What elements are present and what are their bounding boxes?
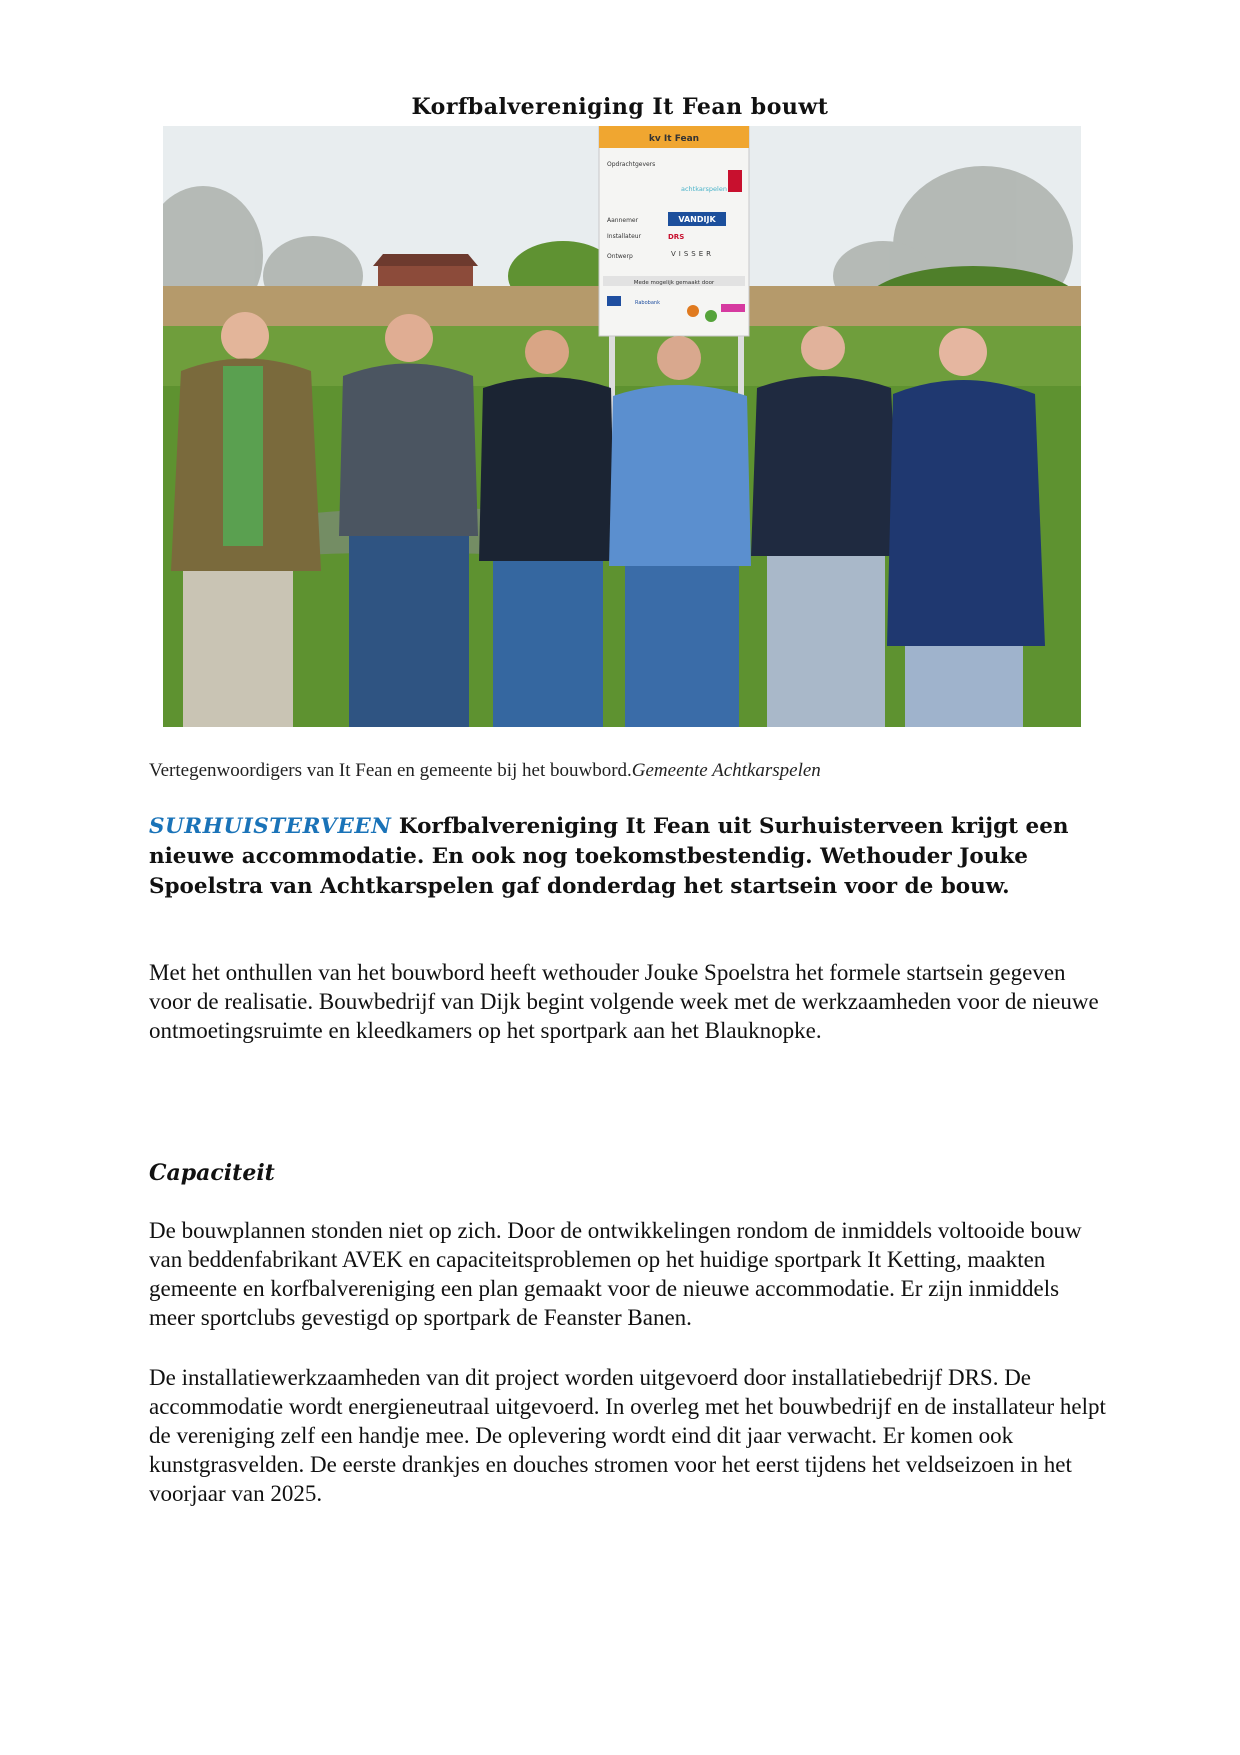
paragraph-1: Met het onthullen van het bouwbord heeft wethouder Jouke Spoelstra het formele startsein gegeven voor de realisatie. Bouwbedrijf van Dijk begint volgende week met de werkzaamheden voor de nieuwe ontmoetingsruimte en kleedkamers op het sportpark aan het Blauknopke. — [149, 960, 1099, 1043]
sign-drs: DRS — [668, 233, 685, 241]
construction-sign — [599, 126, 749, 336]
photo-caption — [149, 760, 1109, 782]
sign-title: kv It Fean — [648, 134, 700, 144]
subheading: Capaciteit — [149, 1160, 275, 1186]
sign-rabobank: Rabobank — [635, 300, 660, 306]
person-5 — [751, 326, 899, 727]
sign-installateur: Installateur — [607, 233, 642, 240]
person-4 — [609, 336, 751, 727]
sign-ontwerp: Ontwerp — [607, 253, 633, 260]
sign-achtkarspelen: achtkarspelen — [681, 185, 727, 193]
sign-aannemer: Aannemer — [607, 217, 639, 224]
caption-credit: Gemeente Achtkarspelen — [631, 760, 821, 781]
sign-visser: VISSER — [671, 250, 715, 258]
sign-vandijk: VANDIJK — [678, 215, 716, 224]
sign-opdrachtgevers: Opdrachtgevers — [607, 161, 656, 168]
lead-text: Korfbalvereniging It Fean uit Surhuisterveen krijgt een nieuwe accommodatie. En ook nog toekomstbestendig. Wethouder Jouke Spoelstra van Achtkarspelen gaf donderdag het startsein voor de bouw. — [149, 814, 1069, 899]
dateline: SURHUISTERVEEN — [149, 814, 392, 839]
article-lead — [149, 812, 1094, 902]
article-headline: Korfbalvereniging It Fean bouwt — [411, 94, 829, 120]
paragraph-2: De bouwplannen stonden niet op zich. Door de ontwikkelingen rondom de inmiddels voltooide bouw van beddenfabrikant AVEK en capaciteitsproblemen op het huidige sportpark It Ketting, maakten gemeente en korfbalvereniging een plan gemaakt voor de nieuwe accommodatie. Er zijn inmiddels meer sportclubs gevestigd op sportpark de Feanster Banen. — [149, 1218, 1082, 1330]
person-3 — [479, 330, 615, 727]
person-2 — [339, 314, 478, 727]
paragraph-3: De installatiewerkzaamheden van dit project worden uitgevoerd door installatiebedrijf DRS. De accommodatie wordt energieneutraal uitgevoerd. In overleg met het bouwbedrijf en de installateur helpt de vereniging zelf een handje mee. De oplevering wordt eind dit jaar verwacht. Er komen ook kunstgrasvelden. De eerste drankjes en douches stromen voor het eerst tijdens het veldseizoen in het voorjaar van 2025. — [149, 1365, 1106, 1506]
sign-footer: Mede mogelijk gemaakt door — [633, 280, 715, 286]
caption-text: Vertegenwoordigers van It Fean en gemeente bij het bouwbord. — [149, 760, 632, 781]
article-photo — [163, 126, 1081, 727]
